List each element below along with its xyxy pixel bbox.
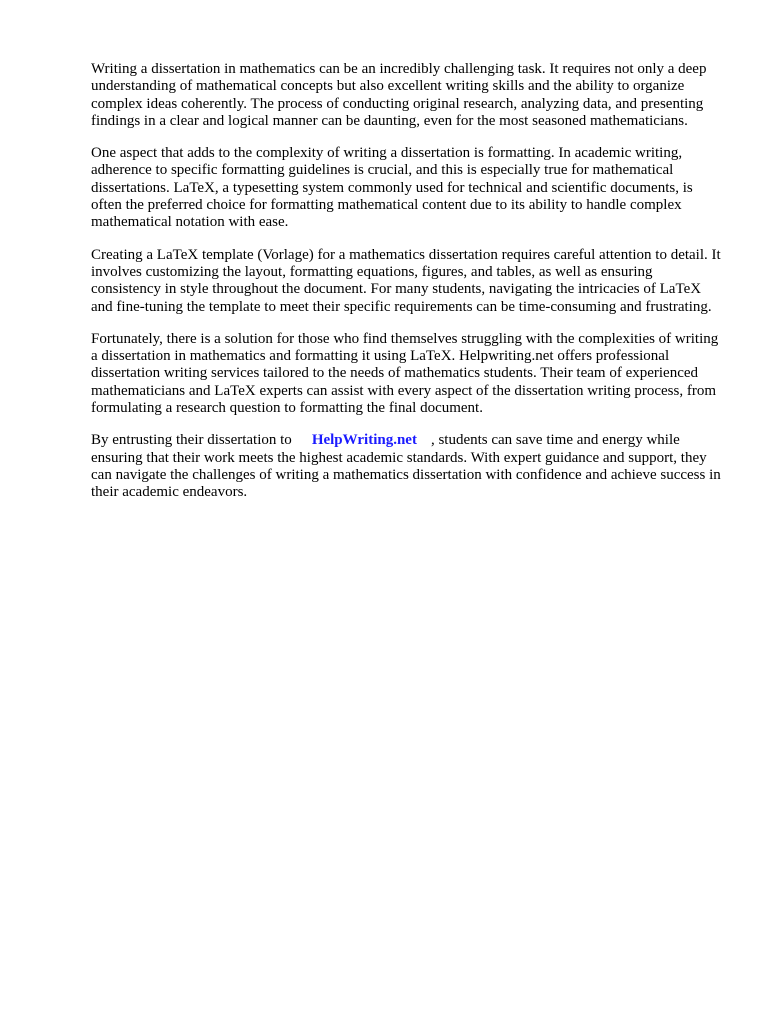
document-body — [91, 61, 723, 517]
conclusion-text-before-link: By entrusting their dissertation to — [91, 432, 292, 449]
conclusion-text-after-link: , students can save time and energy while ensuring that their work meets the highest academic standards. With expert guidance and support, they can navigate the challenges of writing a mathematics dissertation with confidence and achieve success in their academic endeavors. — [91, 432, 721, 501]
paragraph-formatting: One aspect that adds to the complexity of writing a dissertation is formatting. In academic writing, adherence to specific formatting guidelines is crucial, and this is especially true for mathematical dissertations. LaTeX, a typesetting system commonly used for technical and scientific documents, is often the preferred choice for formatting mathematical content due to its ability to handle complex mathematical notation with ease. — [91, 145, 693, 231]
paragraph-intro: Writing a dissertation in mathematics can be an incredibly challenging task. It requires not only a deep understanding of mathematical concepts but also excellent writing skills and the ability to organize complex ideas coherently. The process of conducting original research, analyzing data, and presenting findings in a clear and logical manner can be daunting, even for the most seasoned mathematicians. — [91, 61, 707, 129]
paragraph-conclusion — [91, 432, 723, 501]
helpwriting-link[interactable]: HelpWriting.net — [311, 432, 417, 449]
paragraph-latex-template: Creating a LaTeX template (Vorlage) for a mathematics dissertation requires careful attention to detail. It involves customizing the layout, formatting equations, figures, and tables, as well as ensuring consistency in style throughout the document. For many students, navigating the intricacies of LaTeX and fine-tuning the template to meet their specific requirements can be time-consuming and frustrating. — [91, 246, 721, 315]
paragraph-solution: Fortunately, there is a solution for those who find themselves struggling with the complexities of writing a dissertation in mathematics and formatting it using LaTeX. Helpwriting.net offers professional dissertation writing services tailored to the needs of mathematics students. Their team of experienced mathematicians and LaTeX experts can assist with every aspect of the dissertation writing process, from formulating a research question to formatting the final document. — [91, 330, 719, 417]
